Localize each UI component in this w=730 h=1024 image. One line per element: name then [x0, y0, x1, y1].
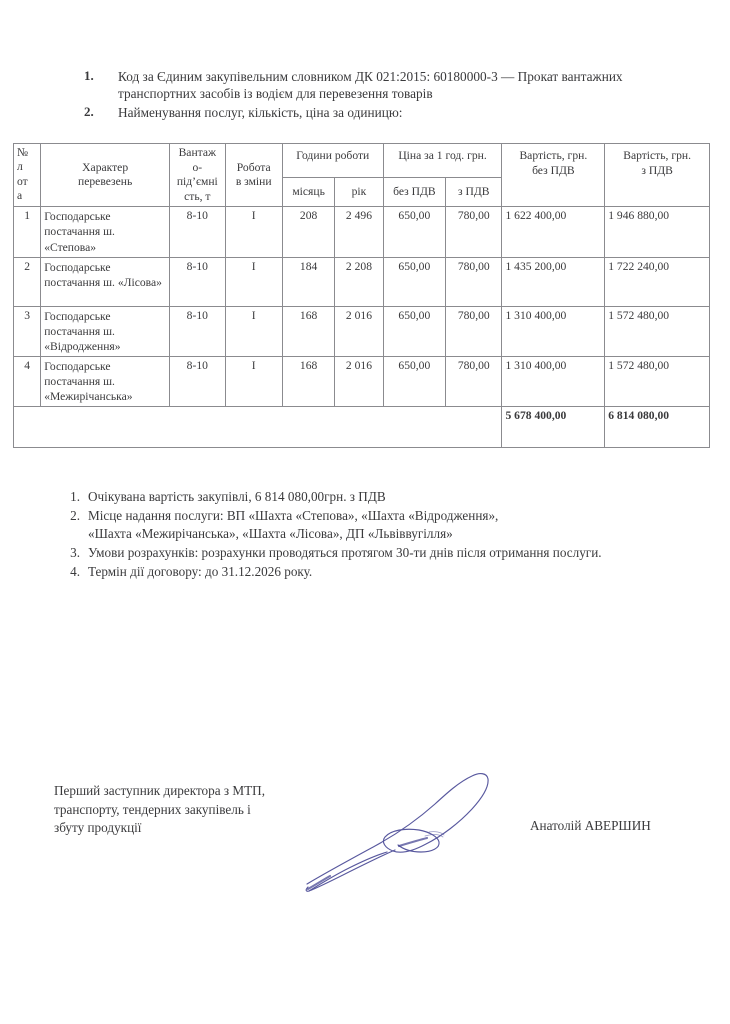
- terms-list: [56, 488, 696, 582]
- table-row: [14, 257, 710, 306]
- terms-item-text: [88, 507, 696, 544]
- intro-list: [84, 68, 704, 122]
- terms-line-1: Очікувана вартість закупівлі, 6 814 080,00грн. з ПДВ: [88, 489, 386, 504]
- cell-hours-month: 168: [282, 356, 334, 406]
- cell-price-vat: 780,00: [446, 306, 502, 356]
- capacity-line: під’ємні: [176, 175, 218, 189]
- terms-item: [56, 507, 696, 544]
- sum-no-vat-line: Вартість, грн.: [519, 149, 588, 162]
- cell-hours-year: 2 016: [335, 306, 383, 356]
- cell-character: Господарське постачання ш. «Лісова»: [41, 257, 170, 306]
- cell-total-sum-vat: 6 814 080,00: [605, 406, 710, 447]
- cell-lot-no: 4: [14, 356, 41, 406]
- col-header-price-group: Ціна за 1 год. грн.: [383, 144, 502, 178]
- signatory-title-line-1: Перший заступник директора з МТП,: [54, 783, 265, 798]
- col-header-character: [41, 144, 170, 207]
- table-row: [14, 306, 710, 356]
- terms-item-text: [88, 544, 696, 563]
- cell-total-label: [14, 406, 502, 447]
- cell-sum-vat: 1 946 880,00: [605, 207, 710, 257]
- col-header-hours-year: рік: [335, 177, 383, 206]
- cell-hours-year: 2 496: [335, 207, 383, 257]
- capacity-line: сть, т: [184, 189, 211, 203]
- intro-item-text: Найменування послуг, кількість, ціна за одиницю:: [118, 104, 403, 120]
- cell-shift: I: [225, 257, 282, 306]
- table-header: [14, 144, 710, 207]
- cell-lot-no: 3: [14, 306, 41, 356]
- col-header-shift: [225, 144, 282, 207]
- signatory-title-line-2: транспорту, тендерних закупівель і: [54, 801, 251, 817]
- cell-hours-month: 208: [282, 207, 334, 257]
- cell-shift: I: [225, 306, 282, 356]
- cell-sum-no-vat: 1 622 400,00: [502, 207, 605, 257]
- col-header-hours-group: Години роботи: [282, 144, 383, 178]
- cell-price-vat: 780,00: [446, 257, 502, 306]
- intro-item-number: 1.: [84, 68, 94, 83]
- cell-price-no-vat: 650,00: [383, 356, 445, 406]
- cell-shift: I: [225, 356, 282, 406]
- sum-no-vat-line: без ПДВ: [532, 163, 575, 177]
- col-header-capacity: [170, 144, 225, 207]
- lot-no-line: от: [17, 174, 28, 188]
- terms-item-number: 4.: [70, 563, 80, 579]
- cell-price-vat: 780,00: [446, 356, 502, 406]
- col-header-price-no-vat: без ПДВ: [383, 177, 445, 206]
- cell-lot-no: 1: [14, 207, 41, 257]
- cell-price-no-vat: 650,00: [383, 207, 445, 257]
- cell-sum-no-vat: 1 435 200,00: [502, 257, 605, 306]
- terms-line-1: Місце надання послуги: ВП «Шахта «Степова», «Шахта «Відродження»,: [88, 507, 499, 523]
- terms-item-number: 2.: [70, 507, 80, 523]
- capacity-line: о-: [192, 160, 203, 174]
- cell-hours-month: 168: [282, 306, 334, 356]
- terms-line-1: Умови розрахунків: розрахунки проводяться протягом 30-ти днів після отримання послуги.: [88, 545, 602, 561]
- terms-item: [56, 563, 696, 582]
- cell-character: Господарське постачання ш. «Степова»: [41, 207, 170, 257]
- terms-item-number: 3.: [70, 545, 80, 561]
- cell-character: Господарське постачання ш. «Відродження»: [41, 306, 170, 356]
- signatory-name: Анатолій АВЕРШИН: [530, 818, 651, 833]
- lot-no-line: а: [17, 189, 23, 203]
- col-header-hours-month: місяць: [282, 177, 334, 206]
- table-row: [14, 207, 710, 257]
- table-total-row: [14, 406, 710, 447]
- services-table: [13, 143, 710, 448]
- cell-character: Господарське постачання ш. «Межирічанська»: [41, 356, 170, 406]
- col-header-sum-vat: [605, 144, 710, 207]
- col-header-price-vat: з ПДВ: [446, 177, 502, 206]
- intro-item-text: Код за Єдиним закупівельним словником ДК 021:2015: 60180000-3 — Прокат вантажних транспортних засобів із водієм для перевезення товарів: [118, 69, 623, 102]
- services-table-wrapper: [13, 143, 710, 448]
- terms-item-text: [88, 488, 696, 507]
- signatory-title-line-3: збуту продукції: [54, 820, 142, 836]
- terms-item-number: 1.: [70, 489, 80, 504]
- cell-price-no-vat: 650,00: [383, 257, 445, 306]
- character-line: перевезень: [78, 175, 133, 189]
- capacity-line: Вантаж: [178, 146, 217, 159]
- col-header-lot-no: [14, 144, 41, 207]
- cell-sum-no-vat: 1 310 400,00: [502, 356, 605, 406]
- cell-capacity: 8-10: [170, 356, 225, 406]
- table-row: [14, 356, 710, 406]
- cell-total-sum-no-vat: 5 678 400,00: [502, 406, 605, 447]
- cell-lot-no: 2: [14, 257, 41, 306]
- sum-vat-line: з ПДВ: [641, 163, 673, 177]
- cell-sum-vat: 1 572 480,00: [605, 356, 710, 406]
- cell-capacity: 8-10: [170, 207, 225, 257]
- cell-hours-year: 2 208: [335, 257, 383, 306]
- sum-vat-line: Вартість, грн.: [623, 149, 691, 162]
- terms-item: [56, 488, 696, 507]
- table-body: [14, 207, 710, 448]
- cell-price-vat: 780,00: [446, 207, 502, 257]
- table-header-row-1: [14, 144, 710, 178]
- signatory-title: [54, 782, 354, 838]
- cell-capacity: 8-10: [170, 306, 225, 356]
- terms-item: [56, 544, 696, 563]
- character-line: Характер: [82, 160, 129, 174]
- intro-item: [84, 104, 704, 121]
- cell-price-no-vat: 650,00: [383, 306, 445, 356]
- shift-line: в зміни: [235, 175, 272, 189]
- shift-line: Робота: [236, 160, 271, 174]
- cell-shift: I: [225, 207, 282, 257]
- cell-sum-vat: 1 722 240,00: [605, 257, 710, 306]
- lot-no-line: №: [17, 146, 29, 159]
- terms-line-1: Термін дії договору: до 31.12.2026 року.: [88, 563, 313, 579]
- cell-capacity: 8-10: [170, 257, 225, 306]
- cell-hours-year: 2 016: [335, 356, 383, 406]
- intro-item: [84, 68, 704, 103]
- lot-no-line: л: [17, 160, 23, 174]
- terms-line-2: «Шахта «Межирічанська», «Шахта «Лісова», ДП «Львіввугілля»: [88, 526, 453, 542]
- terms-item-text: [88, 563, 696, 582]
- cell-hours-month: 184: [282, 257, 334, 306]
- col-header-sum-no-vat: [502, 144, 605, 207]
- intro-item-number: 2.: [84, 103, 94, 119]
- cell-sum-vat: 1 572 480,00: [605, 306, 710, 356]
- cell-sum-no-vat: 1 310 400,00: [502, 306, 605, 356]
